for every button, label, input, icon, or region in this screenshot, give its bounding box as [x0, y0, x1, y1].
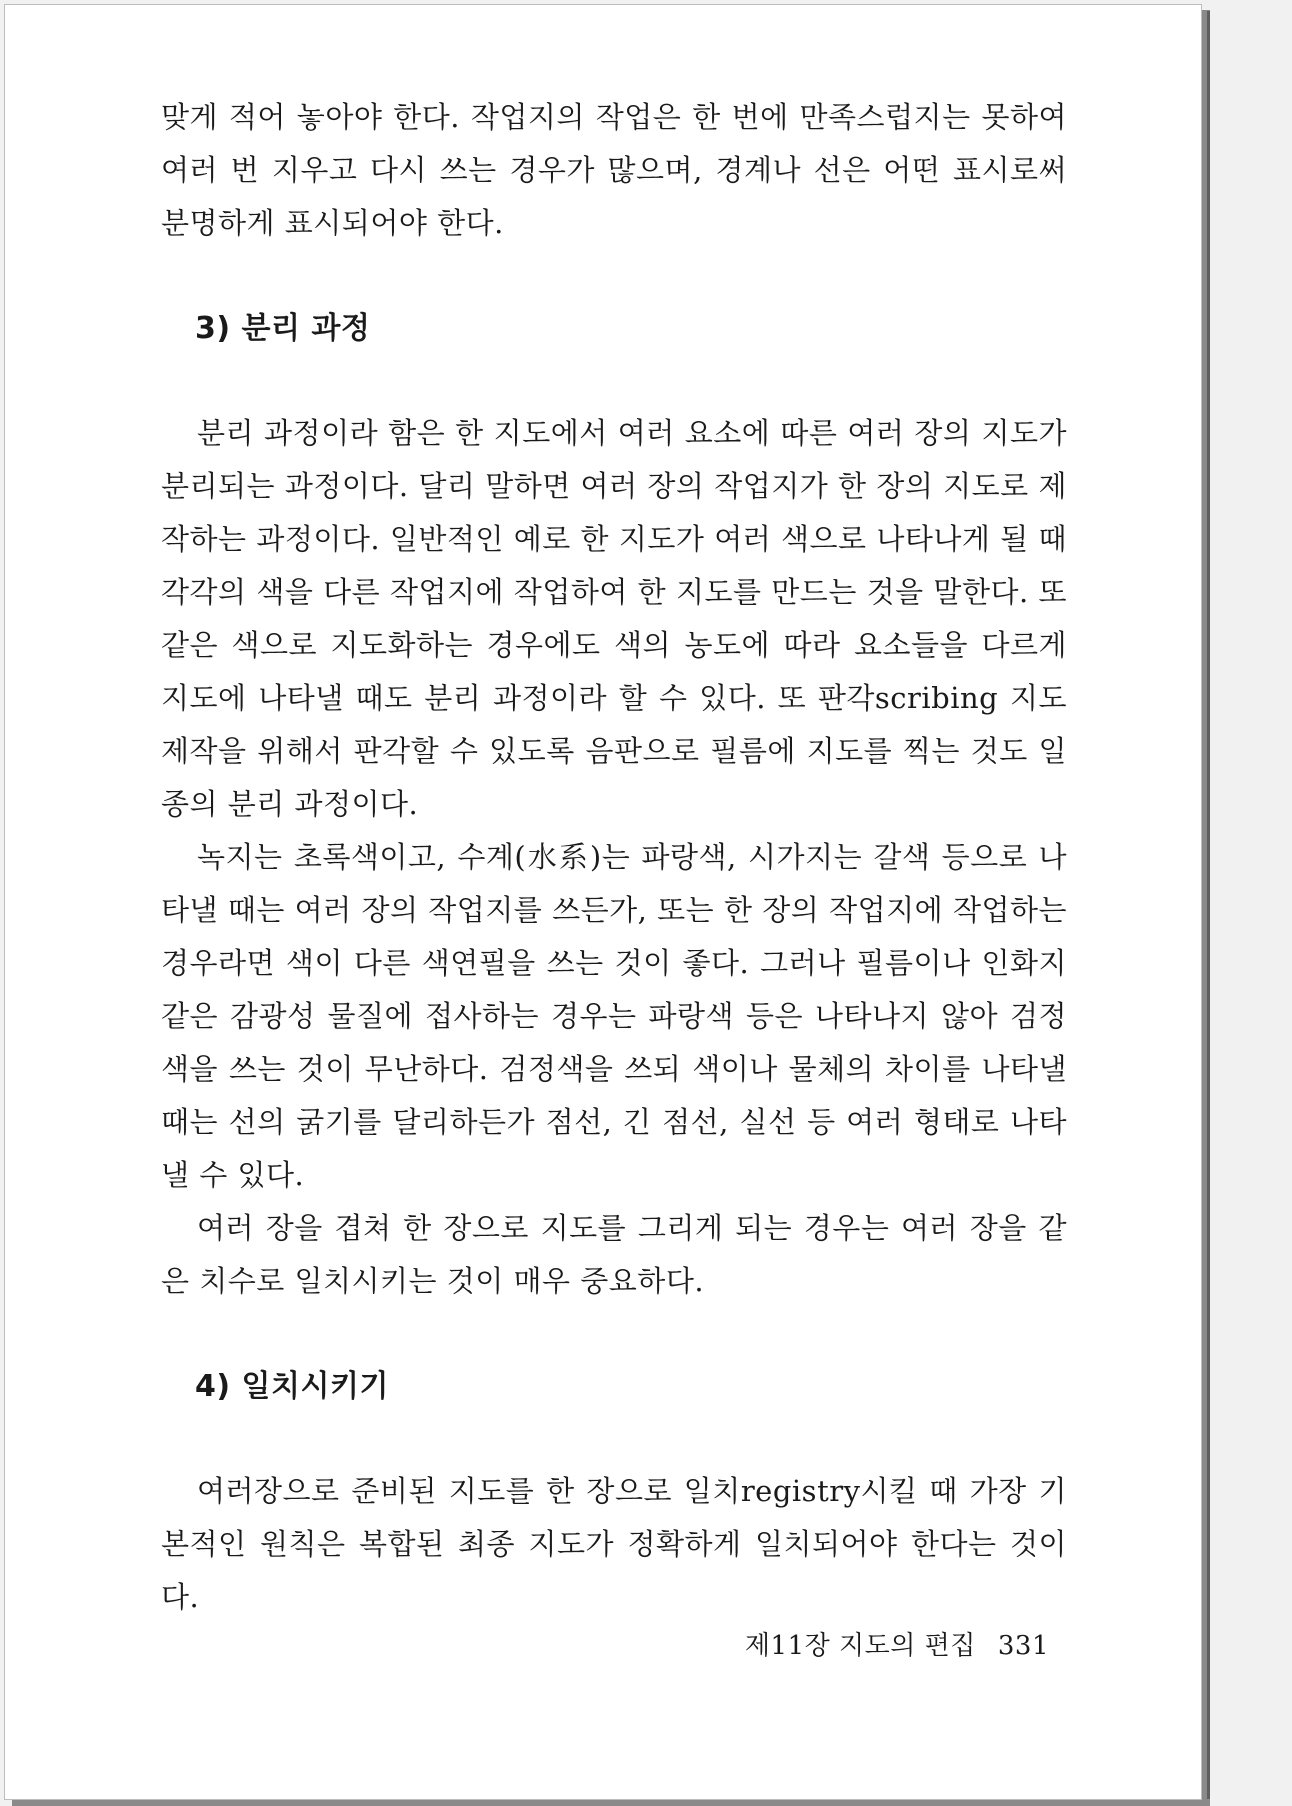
section-heading-registration: 4) 일치시키기	[195, 1369, 389, 1404]
spacer	[161, 1308, 1067, 1360]
spacer	[161, 1413, 1067, 1465]
spacer	[161, 355, 1067, 407]
book-page	[4, 4, 1202, 1800]
page-number: 331	[997, 1631, 1049, 1661]
section-heading-separation: 3) 분리 과정	[195, 311, 371, 346]
paragraph-separation-colors: 녹지는 초록색이고, 수계(水系)는 파랑색, 시가지는 갈색 등으로 나타낼 때는 여러 장의 작업지를 쓰든가, 또는 한 장의 작업지에 작업하는 경우라면 색이 다른 색연필을 쓰는 것이 좋다. 그러나 필름이나 인화지 같은 감광성 물질에 접사하는 경우는 파랑색 등은 나타나지 않아 검정색을 쓰는 것이 무난하다. 검정색을 쓰되 색이나 물체의 차이를 나타낼 때는 선의 굵기를 달리하든가 점선, 긴 점선, 실선 등 여러 형태로 나타낼 수 있다.	[161, 840, 1067, 1192]
paragraph-separation-alignment: 여러 장을 겹쳐 한 장으로 지도를 그리게 되는 경우는 여러 장을 같은 치수로 일치시키는 것이 매우 중요하다.	[161, 1211, 1067, 1298]
page-body	[161, 91, 1067, 1624]
spacer	[161, 250, 1067, 302]
paragraph-separation-definition: 분리 과정이라 함은 한 지도에서 여러 요소에 따른 여러 장의 지도가 분리되는 과정이다. 달리 말하면 여러 장의 작업지가 한 장의 지도로 제작하는 과정이다. 일반적인 예로 한 지도가 여러 색으로 나타나게 될 때 각각의 색을 다른 작업지에 작업하여 한 지도를 만드는 것을 말한다. 또 같은 색으로 지도화하는 경우에도 색의 농도에 따라 요소들을 다르게 지도에 나타낼 때도 분리 과정이라 할 수 있다. 또 판각scribing 지도 제작을 위해서 판각할 수 있도록 음판으로 필름에 지도를 찍는 것도 일종의 분리 과정이다.	[161, 416, 1067, 821]
paragraph-registration: 여러장으로 준비된 지도를 한 장으로 일치registry시킬 때 가장 기본적인 원칙은 복합된 최종 지도가 정확하게 일치되어야 한다는 것이다.	[161, 1474, 1067, 1614]
chapter-title: 제11장 지도의 편집	[744, 1631, 976, 1661]
paragraph-continuation: 맞게 적어 놓아야 한다. 작업지의 작업은 한 번에 만족스럽지는 못하여 여러 번 지우고 다시 쓰는 경우가 많으며, 경계나 선은 어떤 표시로써 분명하게 표시되어야 한다.	[161, 100, 1067, 240]
running-footer	[745, 1625, 1049, 1662]
